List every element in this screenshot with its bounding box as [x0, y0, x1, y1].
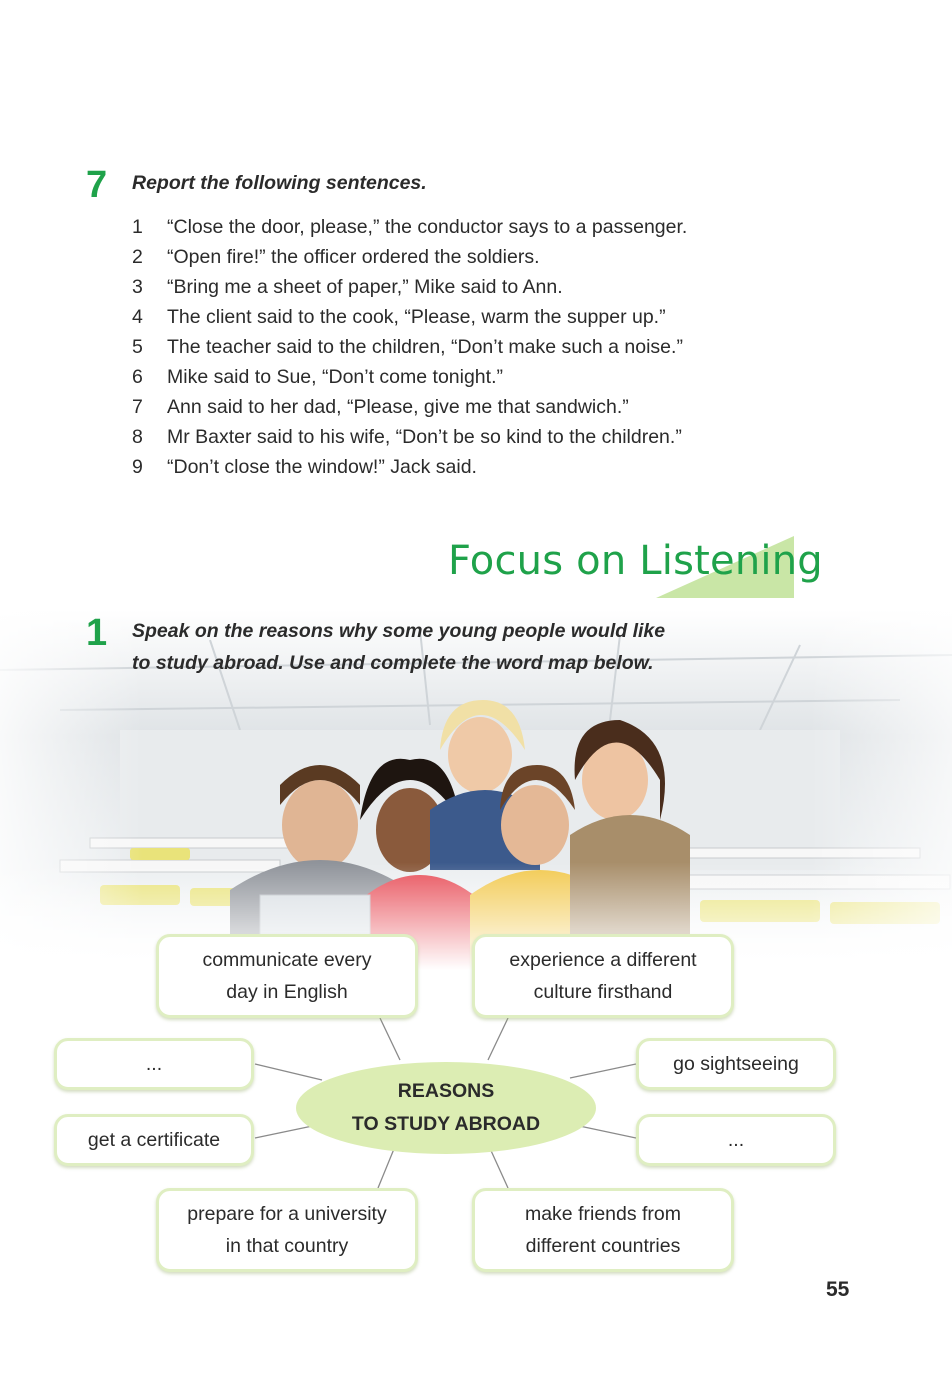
word-map-box-certificate: get a certificate — [54, 1114, 254, 1166]
word-map-box-top-left: communicate every day in English — [156, 934, 418, 1018]
exercise-1-instruction: Speak on the reasons why some young people would like to study abroad. Use and complete the word map below. — [132, 620, 666, 674]
list-item: 3 “Bring me a sheet of paper,” Mike said to Ann. — [132, 276, 563, 298]
exercise-7-instruction: Report the following sentences. — [132, 172, 427, 194]
exercise-number-7: 7 — [86, 164, 108, 206]
word-map-box-bottom-right: make friends from different countries — [472, 1188, 734, 1272]
word-map-box-bottom-left: prepare for a university in that country — [156, 1188, 418, 1272]
list-item: 9 “Don’t close the window!” Jack said. — [132, 456, 477, 478]
exercise-number-1: 1 — [86, 612, 108, 654]
list-item: 6 Mike said to Sue, “Don’t come tonight.” — [132, 366, 503, 388]
list-item: 5 The teacher said to the children, “Don’t make such a noise.” — [132, 336, 683, 358]
word-map-box-top-right: experience a different culture firsthand — [472, 934, 734, 1018]
word-map-box-blank-left: ... — [54, 1038, 254, 1090]
section-title: Focus on Listening — [448, 538, 823, 584]
word-map-box-blank-right: ... — [636, 1114, 836, 1166]
list-item: 8 Mr Baxter said to his wife, “Don’t be so kind to the children.” — [132, 426, 682, 448]
word-map-center: REASONS TO STUDY ABROAD — [296, 1062, 596, 1154]
page-number: 55 — [826, 1278, 850, 1301]
word-map-box-sightseeing: go sightseeing — [636, 1038, 836, 1090]
list-item: 1 “Close the door, please,” the conductor says to a passenger. — [132, 216, 688, 238]
list-item: 7 Ann said to her dad, “Please, give me that sandwich.” — [132, 396, 629, 418]
list-item: 2 “Open fire!” the officer ordered the soldiers. — [132, 246, 540, 268]
list-item: 4 The client said to the cook, “Please, warm the supper up.” — [132, 306, 666, 328]
